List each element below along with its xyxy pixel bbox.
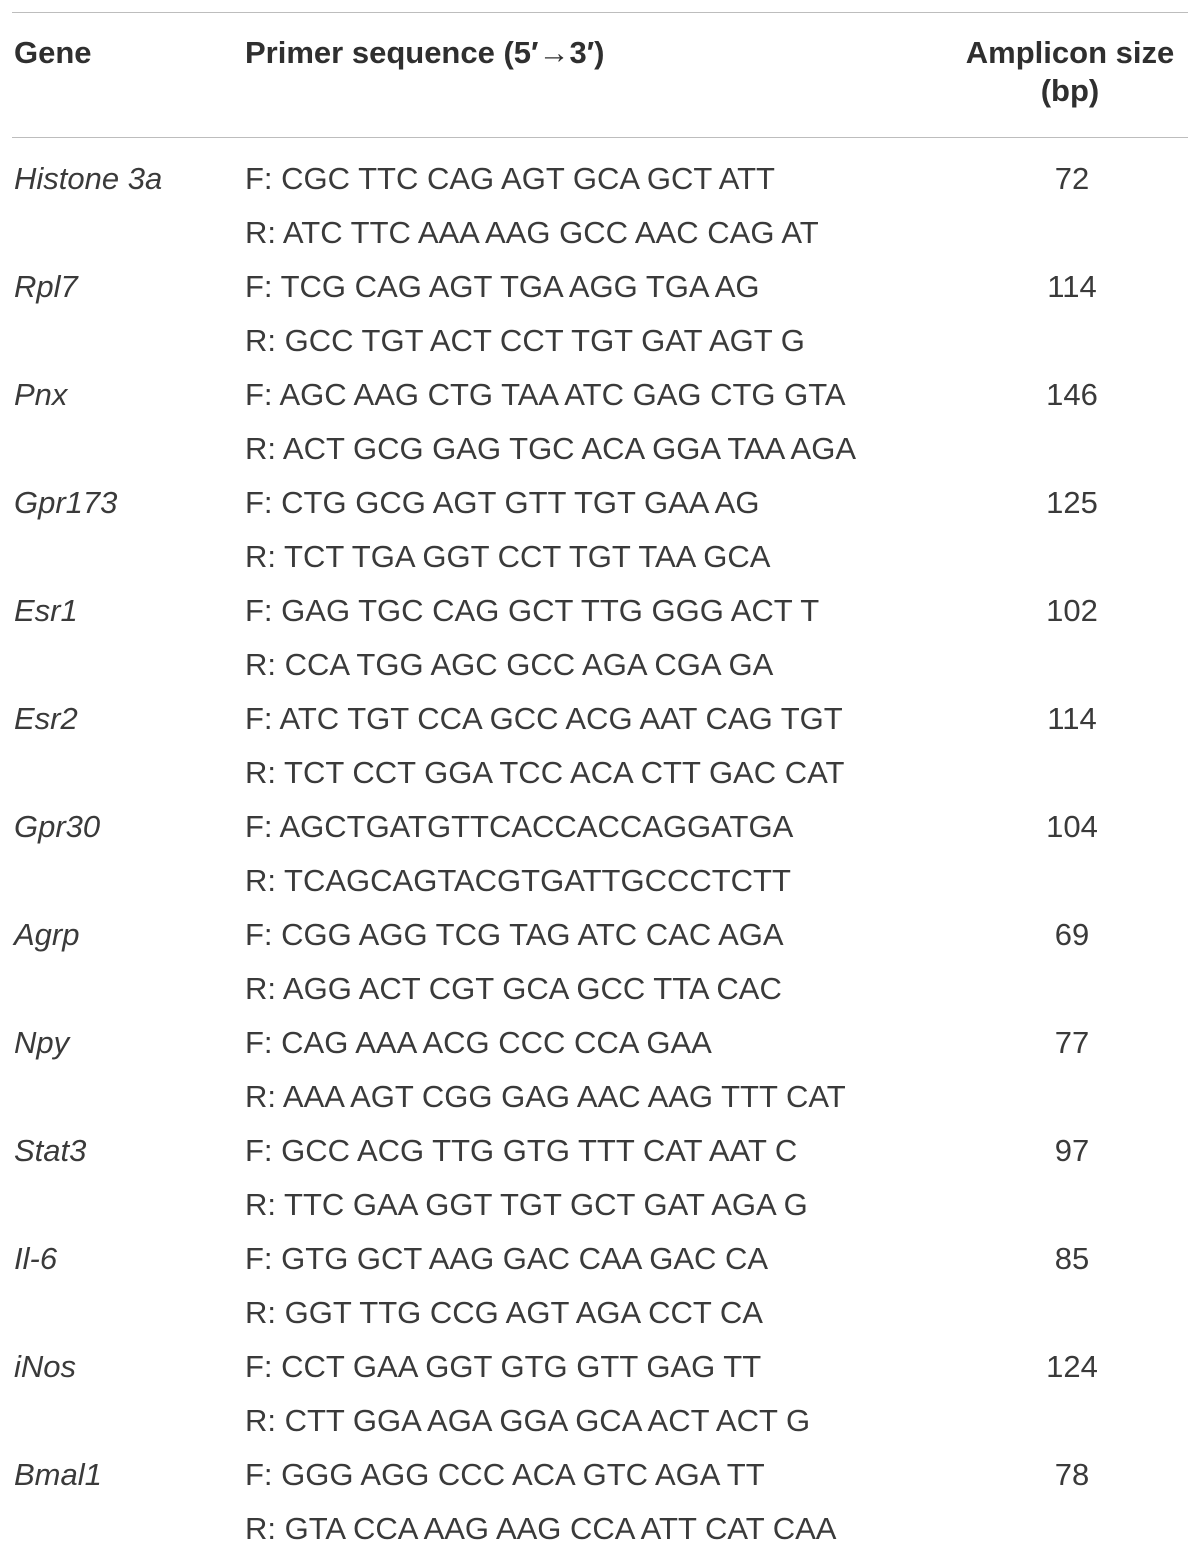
amplicon-size: 78: [1054, 1457, 1090, 1492]
forward-primer: F: CCT GAA GGT GTG GTT GAG TT: [245, 1349, 762, 1384]
gene-name: Rpl7: [14, 269, 78, 304]
forward-primer: F: CGG AGG TCG TAG ATC CAC AGA: [245, 917, 784, 952]
amplicon-size: 125: [1046, 485, 1098, 520]
table-row-reverse: [12, 422, 1200, 476]
reverse-primer: R: AAA AGT CGG GAG AAC AAG TTT CAT: [245, 1079, 846, 1114]
forward-primer: F: GGG AGG CCC ACA GTC AGA TT: [245, 1457, 765, 1492]
table-row: [12, 476, 1200, 530]
table-top-rule: [12, 12, 1188, 13]
amplicon-size: 114: [1047, 269, 1097, 304]
gene-name: Stat3: [14, 1133, 87, 1168]
gene-name: Pnx: [14, 377, 68, 412]
table-row: [12, 1448, 1200, 1502]
reverse-primer: R: AGG ACT CGT GCA GCC TTA CAC: [245, 971, 782, 1006]
table-row-reverse: [12, 1286, 1200, 1340]
forward-primer: F: AGCTGATGTTCACCACCAGGATGA: [245, 809, 794, 844]
table-row: [12, 692, 1200, 746]
table-header-rule: [12, 137, 1188, 138]
gene-name: Histone 3a: [14, 161, 163, 196]
reverse-primer: R: ACT GCG GAG TGC ACA GGA TAA AGA: [245, 431, 857, 466]
table-row-reverse: [12, 854, 1200, 908]
amplicon-size: 85: [1054, 1241, 1090, 1276]
amplicon-size: 102: [1046, 593, 1098, 628]
forward-primer: F: CTG GCG AGT GTT TGT GAA AG: [245, 485, 760, 520]
reverse-primer: R: CTT GGA AGA GGA GCA ACT ACT G: [245, 1403, 811, 1438]
table-row-reverse: [12, 530, 1200, 584]
gene-name: Esr2: [14, 701, 78, 736]
table-row: [12, 800, 1200, 854]
gene-name: Npy: [14, 1025, 70, 1060]
reverse-primer: R: CCA TGG AGC GCC AGA CGA GA: [245, 647, 774, 682]
table-row: [12, 368, 1200, 422]
reverse-primer: R: GGT TTG CCG AGT AGA CCT CA: [245, 1295, 763, 1330]
gene-name: iNos: [14, 1349, 77, 1384]
table-row: [12, 1124, 1200, 1178]
table-row: [12, 260, 1200, 314]
header-amplicon-size-line1: Amplicon size: [965, 35, 1175, 70]
table-row-reverse: [12, 206, 1200, 260]
table-row-reverse: [12, 1178, 1200, 1232]
table-row-reverse: [12, 314, 1200, 368]
header-amplicon-size-line2: (bp): [1040, 73, 1100, 108]
amplicon-size: 97: [1054, 1133, 1090, 1168]
gene-name: Gpr173: [14, 485, 118, 520]
header-primer-sequence: Primer sequence (5′→3′): [245, 35, 605, 70]
table-row-reverse: [12, 746, 1200, 800]
forward-primer: F: TCG CAG AGT TGA AGG TGA AG: [245, 269, 760, 304]
gene-name: Il-6: [14, 1241, 58, 1276]
amplicon-size: 77: [1054, 1025, 1090, 1060]
forward-primer: F: GCC ACG TTG GTG TTT CAT AAT C: [245, 1133, 798, 1168]
reverse-primer: R: GTA CCA AAG AAG CCA ATT CAT CAA: [245, 1511, 837, 1546]
table-row-reverse: [12, 1502, 1200, 1556]
reverse-primer: R: TCT TGA GGT CCT TGT TAA GCA: [245, 539, 771, 574]
table-row: [12, 152, 1200, 206]
table-body: [12, 152, 1200, 1556]
forward-primer: F: CAG AAA ACG CCC CCA GAA: [245, 1025, 712, 1060]
amplicon-size: 124: [1046, 1349, 1098, 1384]
header-amplicon-size: [952, 34, 1188, 110]
gene-name: Gpr30: [14, 809, 101, 844]
amplicon-size: 104: [1046, 809, 1098, 844]
forward-primer: F: ATC TGT CCA GCC ACG AAT CAG TGT: [245, 701, 843, 736]
forward-primer: F: GAG TGC CAG GCT TTG GGG ACT T: [245, 593, 820, 628]
reverse-primer: R: TCT CCT GGA TCC ACA CTT GAC CAT: [245, 755, 845, 790]
amplicon-size: 69: [1054, 917, 1090, 952]
forward-primer: F: AGC AAG CTG TAA ATC GAG CTG GTA: [245, 377, 846, 412]
gene-name: Esr1: [14, 593, 78, 628]
table-row-reverse: [12, 638, 1200, 692]
table-row: [12, 908, 1200, 962]
amplicon-size: 146: [1046, 377, 1098, 412]
reverse-primer: R: ATC TTC AAA AAG GCC AAC CAG AT: [245, 215, 819, 250]
gene-name: Bmal1: [14, 1457, 102, 1492]
table-row: [12, 1016, 1200, 1070]
table-row-reverse: [12, 1070, 1200, 1124]
reverse-primer: R: TTC GAA GGT TGT GCT GAT AGA G: [245, 1187, 808, 1222]
table-row: [12, 1232, 1200, 1286]
header-gene: Gene: [14, 35, 92, 70]
amplicon-size: 114: [1047, 701, 1097, 736]
forward-primer: F: GTG GCT AAG GAC CAA GAC CA: [245, 1241, 769, 1276]
amplicon-size: 72: [1054, 161, 1090, 196]
table-row: [12, 584, 1200, 638]
reverse-primer: R: GCC TGT ACT CCT TGT GAT AGT G: [245, 323, 805, 358]
reverse-primer: R: TCAGCAGTACGTGATTGCCCTCTT: [245, 863, 791, 898]
table-row-reverse: [12, 1394, 1200, 1448]
gene-name: Agrp: [14, 917, 80, 952]
forward-primer: F: CGC TTC CAG AGT GCA GCT ATT: [245, 161, 775, 196]
table-row: [12, 1340, 1200, 1394]
table-row-reverse: [12, 962, 1200, 1016]
